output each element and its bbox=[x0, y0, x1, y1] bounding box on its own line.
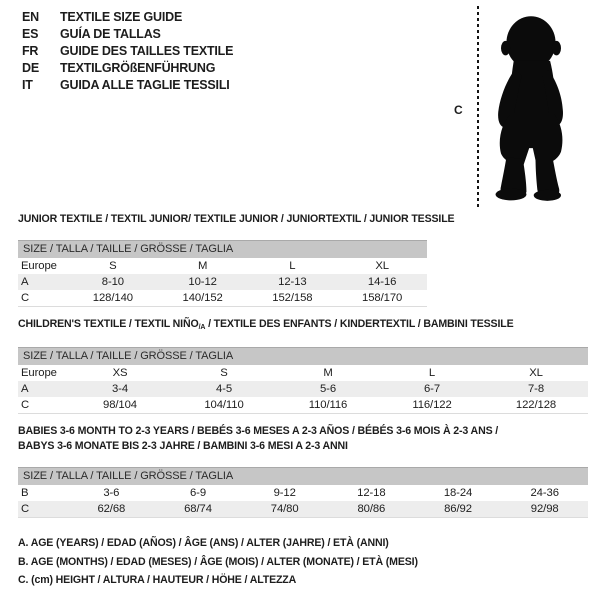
table-cell: 5-6 bbox=[319, 383, 337, 395]
table-cell: M bbox=[323, 367, 333, 379]
table-cell: 140/152 bbox=[182, 292, 223, 304]
size-header-bar: SIZE / TALLA / TAILLE / GRÖSSE / TAGLIA bbox=[18, 467, 588, 485]
row-label: A bbox=[21, 276, 29, 288]
table-cell: 152/158 bbox=[272, 292, 313, 304]
table-cell: 18-24 bbox=[443, 487, 473, 499]
table-row bbox=[18, 290, 427, 306]
table-cell: S bbox=[220, 367, 228, 379]
table-cell: 8-10 bbox=[101, 276, 124, 288]
table-row bbox=[18, 365, 588, 381]
table-cell: 86/92 bbox=[444, 503, 472, 515]
language-row bbox=[22, 60, 233, 77]
table-cell: XL bbox=[375, 260, 389, 272]
title-text: CHILDREN'S TEXTILE / TEXTIL NIÑO bbox=[18, 318, 199, 330]
junior-section-title: JUNIOR TEXTILE / TEXTIL JUNIOR/ TEXTILE JUNIOR / JUNIORTEXTIL / JUNIOR TESSILE bbox=[18, 213, 455, 225]
table-cell: 158/170 bbox=[362, 292, 403, 304]
table-cell: 24-36 bbox=[530, 487, 559, 499]
table-row bbox=[18, 501, 588, 517]
table-cell: 6-7 bbox=[423, 383, 441, 395]
size-header-bar: SIZE / TALLA / TAILLE / GRÖSSE / TAGLIA bbox=[18, 347, 588, 365]
table-cell: L bbox=[289, 260, 296, 272]
height-dotted-line bbox=[477, 6, 479, 208]
table-row bbox=[18, 397, 588, 413]
table-cell: 104/110 bbox=[204, 399, 244, 411]
table-cell: 14-16 bbox=[367, 276, 397, 288]
guide-title: TEXTILE SIZE GUIDE bbox=[60, 10, 183, 24]
table-cell: 3-4 bbox=[111, 383, 129, 395]
table-body bbox=[18, 365, 588, 413]
table-cell: XL bbox=[529, 367, 543, 379]
guide-title: TEXTILGRÖßENFÜHRUNG bbox=[60, 61, 216, 75]
table-cell: 128/140 bbox=[92, 292, 133, 304]
title-subscript: /A bbox=[198, 324, 206, 331]
table-cell: M bbox=[197, 260, 208, 272]
baby-silhouette-image bbox=[481, 6, 581, 212]
legend-footnotes bbox=[18, 534, 418, 590]
table-cell: 116/122 bbox=[412, 399, 452, 411]
size-header-bar: SIZE / TALLA / TAILLE / GRÖSSE / TAGLIA bbox=[18, 240, 427, 258]
table-row bbox=[18, 485, 588, 501]
junior-size-table bbox=[18, 240, 427, 307]
table-cell: L bbox=[428, 367, 436, 379]
height-figure bbox=[448, 2, 600, 216]
row-label: C bbox=[21, 292, 30, 304]
table-body bbox=[18, 258, 427, 306]
row-label: C bbox=[21, 503, 30, 515]
table-cell: 74/80 bbox=[270, 503, 299, 515]
row-label: Europe bbox=[21, 260, 57, 272]
footnote-height: C. (cm) HEIGHT / ALTURA / HAUTEUR / HÖHE / ALTEZZA bbox=[18, 574, 297, 586]
title-text: BABYS 3-6 MONATE BIS 2-3 JAHRE / BAMBINI 3-6 MESI A 2-3 ANNI bbox=[18, 440, 348, 452]
footnote-age-years: A. AGE (YEARS) / EDAD (AÑOS) / ÂGE (ANS) / ALTER (JAHRE) / ETÀ (ANNI) bbox=[18, 537, 389, 549]
table-cell: 3-6 bbox=[103, 487, 120, 499]
table-cell: 12-18 bbox=[357, 487, 386, 499]
table-cell: 92/98 bbox=[530, 503, 559, 515]
children-size-table bbox=[18, 347, 588, 414]
language-row bbox=[22, 77, 233, 94]
guide-title: GUÍA DE TALLAS bbox=[60, 27, 161, 41]
language-title-list bbox=[22, 9, 233, 94]
language-row bbox=[22, 43, 233, 60]
language-code: EN bbox=[22, 10, 39, 24]
language-code: DE bbox=[22, 61, 39, 75]
language-row bbox=[22, 26, 233, 43]
table-cell: 10-12 bbox=[188, 276, 217, 288]
children-section-title bbox=[18, 318, 514, 331]
table-body bbox=[18, 485, 588, 517]
table-row bbox=[18, 274, 427, 290]
table-cell: 80/86 bbox=[357, 503, 386, 515]
table-cell: 6-9 bbox=[189, 487, 207, 499]
table-row bbox=[18, 258, 427, 274]
table-cell: 12-13 bbox=[278, 276, 307, 288]
guide-title: GUIDE DES TAILLES TEXTILE bbox=[60, 44, 234, 58]
table-cell: 62/68 bbox=[97, 503, 126, 515]
table-cell: S bbox=[109, 260, 117, 272]
guide-title: GUIDA ALLE TAGLIE TESSILI bbox=[60, 78, 230, 92]
footnote-age-months: B. AGE (MONTHS) / EDAD (MESES) / ÂGE (MOIS) / ALTER (MONATE) / ETÀ (MESI) bbox=[18, 555, 418, 568]
title-text: / TEXTILE DES ENFANTS / KINDERTEXTIL / BAMBINI TESSILE bbox=[205, 318, 514, 330]
table-cell: 98/104 bbox=[103, 399, 137, 411]
title-text: BABIES 3-6 MONTH TO 2-3 YEARS / BEBÉS 3-6 MESES A 2-3 AÑOS / BÉBÉS 3-6 MOIS À 2-3 ANS / bbox=[18, 425, 499, 437]
language-row bbox=[22, 9, 233, 26]
row-label: A bbox=[21, 383, 29, 395]
table-cell: 110/116 bbox=[308, 399, 348, 411]
babies-section-title bbox=[18, 424, 578, 454]
height-measure-label: C bbox=[454, 103, 463, 117]
language-code: IT bbox=[22, 78, 33, 92]
table-cell: 4-5 bbox=[215, 383, 233, 395]
table-cell: XS bbox=[112, 367, 128, 379]
language-code: FR bbox=[22, 44, 39, 58]
row-label: B bbox=[21, 487, 29, 499]
row-label: C bbox=[21, 399, 30, 411]
table-cell: 7-8 bbox=[527, 383, 545, 395]
language-code: ES bbox=[22, 27, 39, 41]
table-row bbox=[18, 381, 588, 397]
babies-size-table bbox=[18, 467, 588, 518]
table-cell: 68/74 bbox=[184, 503, 212, 515]
row-label: Europe bbox=[21, 367, 57, 379]
table-cell: 122/128 bbox=[515, 399, 557, 411]
table-cell: 9-12 bbox=[273, 487, 296, 499]
